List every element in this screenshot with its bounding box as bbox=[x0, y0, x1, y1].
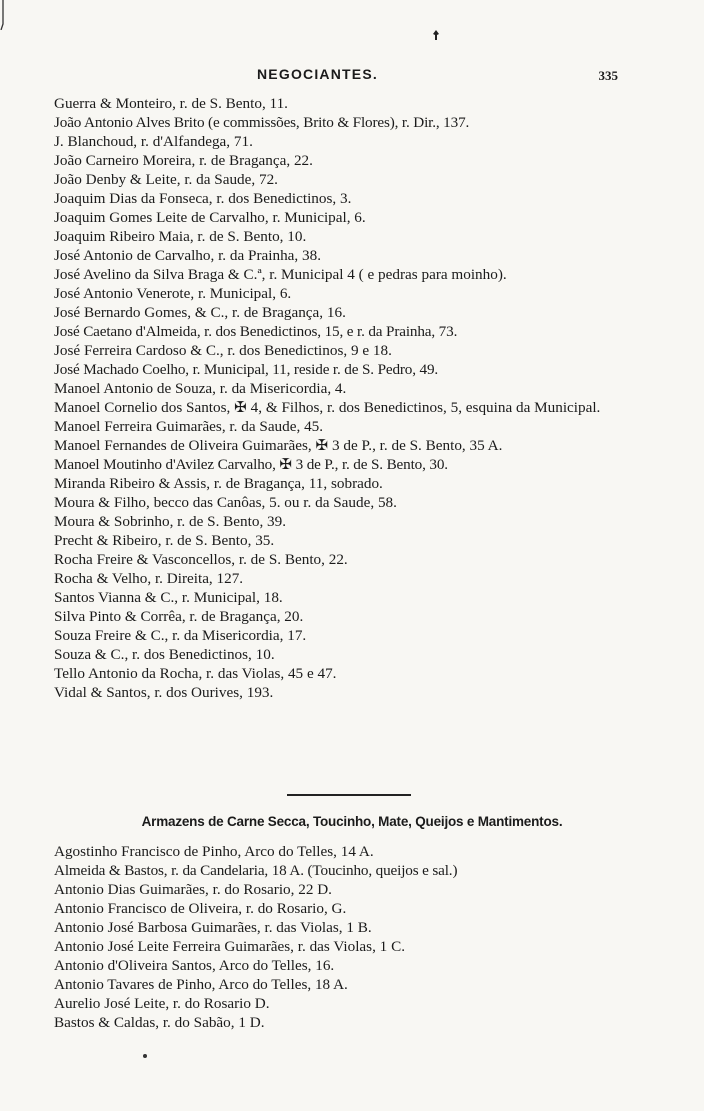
list-item: Antonio Francisco de Oliveira, r. do Rosario, G. bbox=[54, 900, 347, 917]
list-item: Rocha Freire & Vasconcellos, r. de S. Bento, 22. bbox=[54, 551, 348, 568]
list-item: José Bernardo Gomes, & C., r. de Bragança, 16. bbox=[54, 304, 346, 321]
list-item: Antonio José Barbosa Guimarães, r. das Violas, 1 B. bbox=[54, 919, 372, 936]
page-header bbox=[0, 64, 704, 88]
list-item: Manoel Antonio de Souza, r. da Misericordia, 4. bbox=[54, 380, 347, 397]
list-item: Joaquim Dias da Fonseca, r. dos Benedictinos, 3. bbox=[54, 190, 352, 207]
list-item: Vidal & Santos, r. dos Ourives, 193. bbox=[54, 684, 274, 701]
list-item: J. Blanchoud, r. d'Alfandega, 71. bbox=[54, 133, 253, 150]
list-item: José Antonio Venerote, r. Municipal, 6. bbox=[54, 285, 292, 302]
list-item: Manoel Fernandes de Oliveira Guimarães, ✠ 3 de P., r. de S. Bento, 35 A. bbox=[54, 437, 503, 454]
page-number: 335 bbox=[598, 68, 618, 83]
list-item: Bastos & Caldas, r. do Sabão, 1 D. bbox=[54, 1014, 265, 1031]
list-item: João Denby & Leite, r. da Saude, 72. bbox=[54, 171, 278, 188]
list-item: Joaquim Ribeiro Maia, r. de S. Bento, 10. bbox=[54, 228, 307, 245]
list-item: Manoel Cornelio dos Santos, ✠ 4, & Filhos, r. dos Benedictinos, 5, esquina da Municipal. bbox=[54, 399, 601, 416]
list-item: Almeida & Bastos, r. da Candelaria, 18 A. (Toucinho, queijos e sal.) bbox=[54, 862, 458, 879]
list-item: Precht & Ribeiro, r. de S. Bento, 35. bbox=[54, 532, 275, 549]
list-item: José Antonio de Carvalho, r. da Prainha, 38. bbox=[54, 247, 322, 264]
list-item: Antonio José Leite Ferreira Guimarães, r. das Violas, 1 C. bbox=[54, 938, 405, 955]
page-title: NEGOCIANTES. bbox=[257, 66, 378, 82]
list-item: João Carneiro Moreira, r. de Bragança, 22. bbox=[54, 152, 313, 169]
list-item: Santos Vianna & C., r. Municipal, 18. bbox=[54, 589, 283, 606]
merchants-list bbox=[54, 94, 634, 702]
list-item: Silva Pinto & Corrêa, r. de Bragança, 20. bbox=[54, 608, 304, 625]
list-item: Guerra & Monteiro, r. de S. Bento, 11. bbox=[54, 95, 288, 112]
list-item: Moura & Filho, becco das Canôas, 5. ou r. da Saude, 58. bbox=[54, 494, 397, 511]
section-title: Armazens de Carne Secca, Toucinho, Mate, Queijos e Mantimentos. bbox=[141, 814, 563, 829]
list-item: Antonio Dias Guimarães, r. do Rosario, 22 D. bbox=[54, 881, 332, 898]
list-item: Joaquim Gomes Leite de Carvalho, r. Municipal, 6. bbox=[54, 209, 366, 226]
list-item: José Ferreira Cardoso & C., r. dos Benedictinos, 9 e 18. bbox=[54, 342, 392, 359]
list-item: Tello Antonio da Rocha, r. das Violas, 45 e 47. bbox=[54, 665, 337, 682]
list-item: João Antonio Alves Brito (e commissões, Brito & Flores), r. Dir., 137. bbox=[54, 114, 470, 131]
list-item: Antonio d'Oliveira Santos, Arco do Telles, 16. bbox=[54, 957, 335, 974]
list-item: Moura & Sobrinho, r. de S. Bento, 39. bbox=[54, 513, 287, 530]
list-item: José Machado Coelho, r. Municipal, 11, reside r. de S. Pedro, 49. bbox=[54, 361, 439, 378]
list-item: Manoel Ferreira Guimarães, r. da Saude, 45. bbox=[54, 418, 324, 435]
list-item: Antonio Tavares de Pinho, Arco do Telles, 18 A. bbox=[54, 976, 348, 993]
list-item: Aurelio José Leite, r. do Rosario D. bbox=[54, 995, 270, 1012]
list-item: Souza Freire & C., r. da Misericordia, 17. bbox=[54, 627, 307, 644]
list-item: Rocha & Velho, r. Direita, 127. bbox=[54, 570, 244, 587]
section-divider bbox=[287, 794, 411, 796]
warehouses-list bbox=[54, 842, 634, 1032]
page-edge-mark bbox=[0, 0, 8, 30]
list-item: Manoel Moutinho d'Avilez Carvalho, ✠ 3 de P., r. de S. Bento, 30. bbox=[54, 456, 448, 473]
list-item: José Avelino da Silva Braga & C.ª, r. Municipal 4 ( e pedras para moinho). bbox=[54, 266, 507, 283]
list-item: Miranda Ribeiro & Assis, r. de Bragança, 11, sobrado. bbox=[54, 475, 383, 492]
list-item: Agostinho Francisco de Pinho, Arco do Telles, 14 A. bbox=[54, 843, 374, 860]
footer-dot bbox=[143, 1054, 147, 1058]
list-item: José Caetano d'Almeida, r. dos Benedictinos, 15, e r. da Prainha, 73. bbox=[54, 323, 458, 340]
ornament-icon bbox=[432, 30, 440, 40]
list-item: Souza & C., r. dos Benedictinos, 10. bbox=[54, 646, 275, 663]
